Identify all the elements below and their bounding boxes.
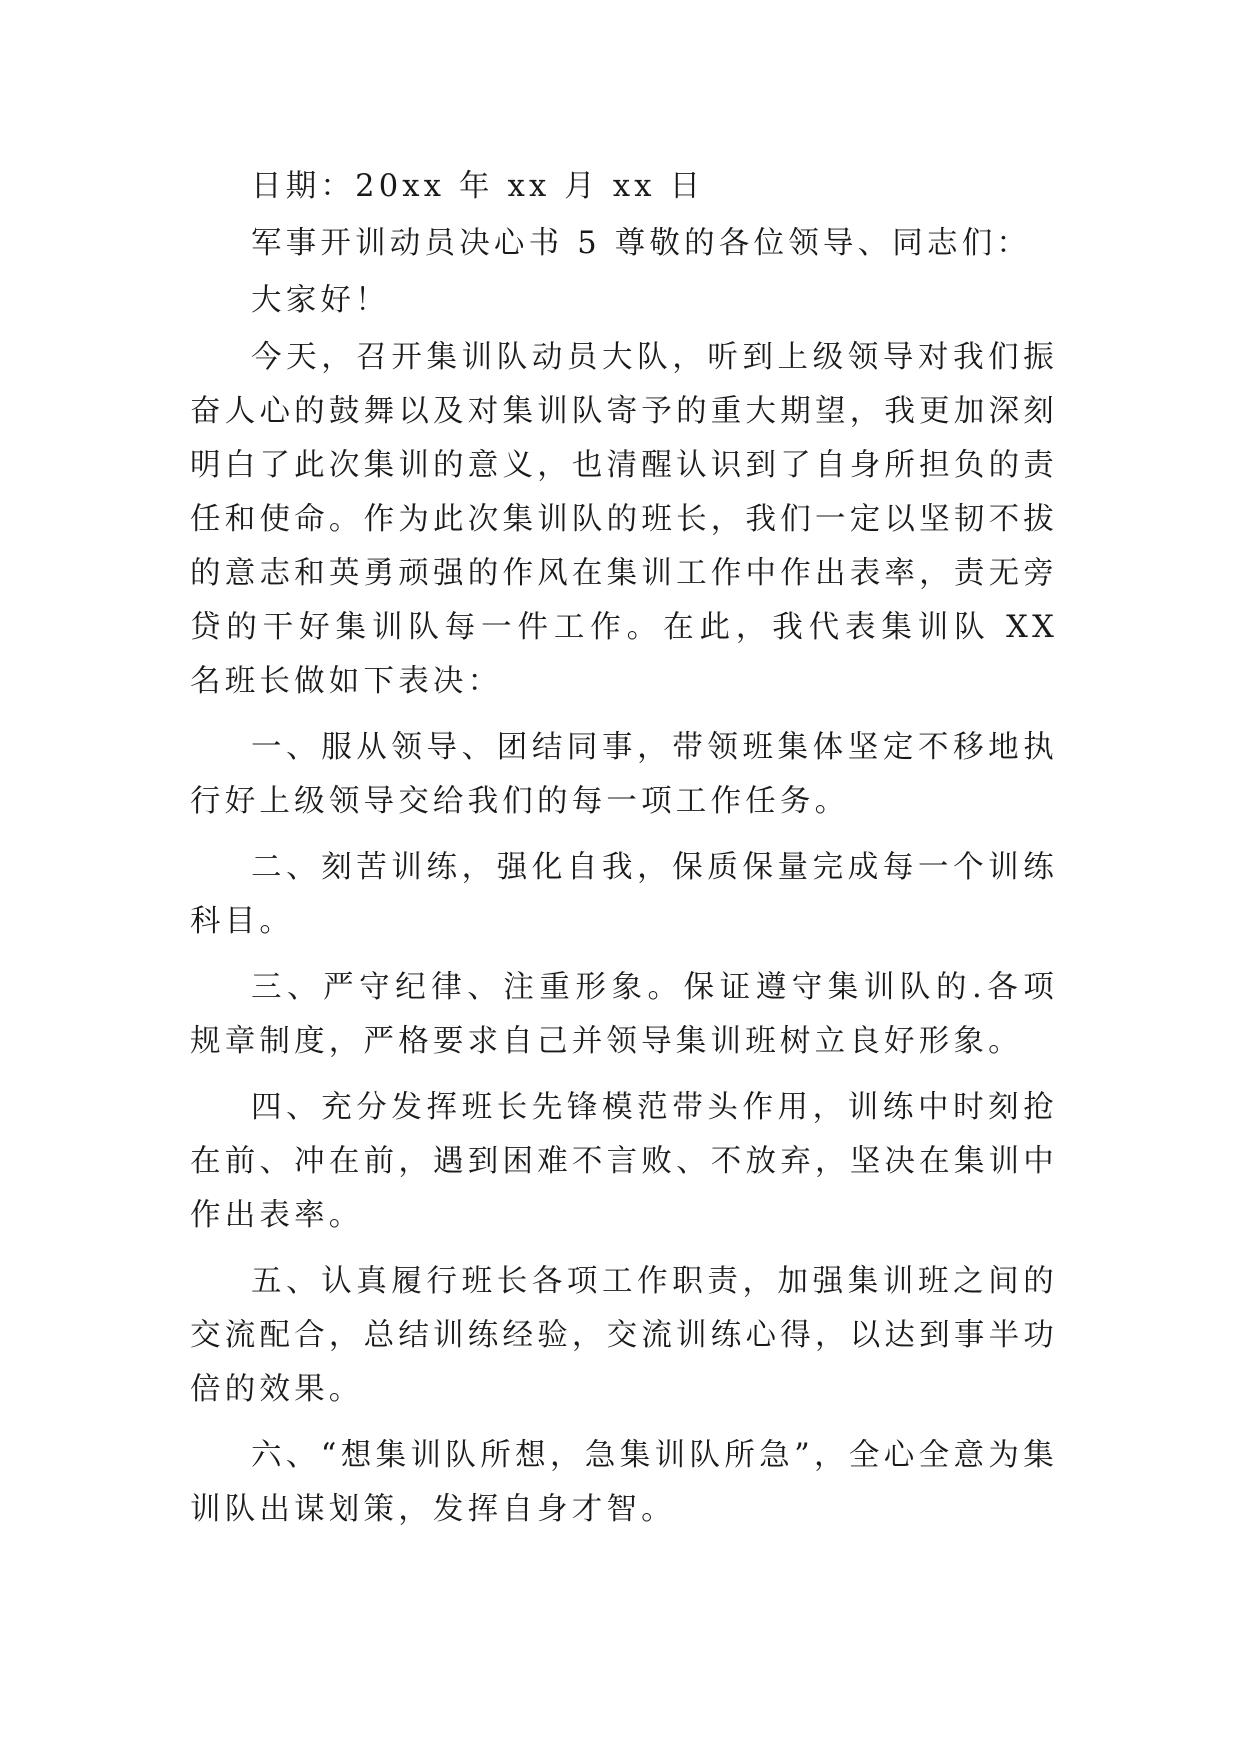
intro-paragraph: 今天，召开集训队动员大队，听到上级领导对我们振奋人心的鼓舞以及对集训队寄予的重大期望，我更加深刻明白了此次集训的意义，也清醒认识到了自身所担负的责任和使命。作为此次集训队的班长，我们一定以坚韧不拔的意志和英勇顽强的作风在集训工作中作出表率，责无旁贷的干好集训队每一件工作。在此，我代表集训队 XX 名班长做如下表决： — [190, 340, 1058, 699]
resolution-item-5: 五、认真履行班长各项工作职责，加强集训班之间的交流配合，总结训练经验，交流训练心得，以达到事半功倍的效果。 — [190, 1264, 1058, 1407]
greeting: 大家好！ — [251, 283, 390, 318]
resolution-item-2: 二、刻苦训练，强化自我，保质保量完成每一个训练科目。 — [190, 850, 1058, 939]
resolution-item-6: 六、“想集训队所想，急集训队所急”，全心全意为集训队出谋划策，发挥自身才智。 — [190, 1438, 1058, 1527]
resolution-item-4: 四、充分发挥班长先锋模范带头作用，训练中时刻抢在前、冲在前，遇到困难不言败、不放弃，坚决在集训中作出表率。 — [190, 1090, 1058, 1233]
document-body — [190, 160, 1058, 1537]
resolution-item-1: 一、服从领导、团结同事，带领班集体坚定不移地执行好上级领导交给我们的每一项工作任务。 — [190, 730, 1058, 819]
title-line: 军事开训动员决心书 5 尊敬的各位领导、同志们： — [251, 226, 1032, 261]
date-line: 日期：20xx 年 xx 月 xx 日 — [251, 169, 705, 204]
resolution-item-3: 三、严守纪律、注重形象。保证遵守集训队的.各项规章制度，严格要求自己并领导集训班树立良好形象。 — [190, 970, 1058, 1059]
